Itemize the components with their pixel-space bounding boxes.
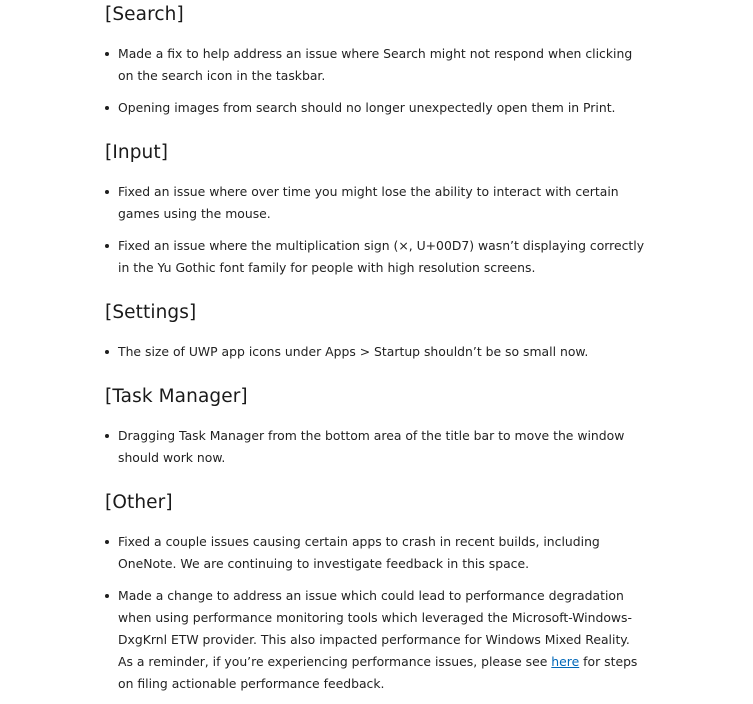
section-heading-search: [Search] bbox=[105, 4, 184, 25]
list-item: Made a fix to help address an issue where Search might not respond when clicking on the search icon in the taskbar. bbox=[105, 43, 645, 87]
section-task-manager-list bbox=[105, 425, 645, 469]
list-item: Fixed a couple issues causing certain apps to crash in recent builds, including OneNote. We are continuing to investigate feedback in this space. bbox=[105, 531, 645, 575]
here-link[interactable]: here bbox=[551, 654, 580, 669]
list-item: Fixed an issue where over time you might lose the ability to interact with certain games using the mouse. bbox=[105, 181, 645, 225]
list-item bbox=[105, 585, 645, 695]
section-settings-list bbox=[105, 341, 645, 363]
list-item-text-before: Made a change to address an issue which could lead to performance degradation when using performance monitoring tools which leveraged the Microsoft-Windows-DxgKrnl ETW provider. This also impacted performance for Windows Mixed Reality. As a reminder, if you’re experiencing performance issues, please see bbox=[118, 588, 632, 669]
section-heading-settings: [Settings] bbox=[105, 302, 197, 323]
section-input-list bbox=[105, 181, 645, 279]
list-item: The size of UWP app icons under Apps > Startup shouldn’t be so small now. bbox=[105, 341, 645, 363]
list-item-text-after: for steps on filing actionable performance feedback. bbox=[118, 654, 638, 691]
section-heading-task-manager: [Task Manager] bbox=[105, 386, 248, 407]
list-item: Opening images from search should no longer unexpectedly open them in Print. bbox=[105, 97, 645, 119]
list-item: Fixed an issue where the multiplication sign (×, U+00D7) wasn’t displaying correctly in the Yu Gothic font family for people with high resolution screens. bbox=[105, 235, 645, 279]
section-heading-input: [Input] bbox=[105, 142, 169, 163]
section-search-list bbox=[105, 43, 645, 119]
list-item: Dragging Task Manager from the bottom area of the title bar to move the window should work now. bbox=[105, 425, 645, 469]
section-other-list bbox=[105, 531, 645, 695]
section-heading-other: [Other] bbox=[105, 492, 173, 513]
